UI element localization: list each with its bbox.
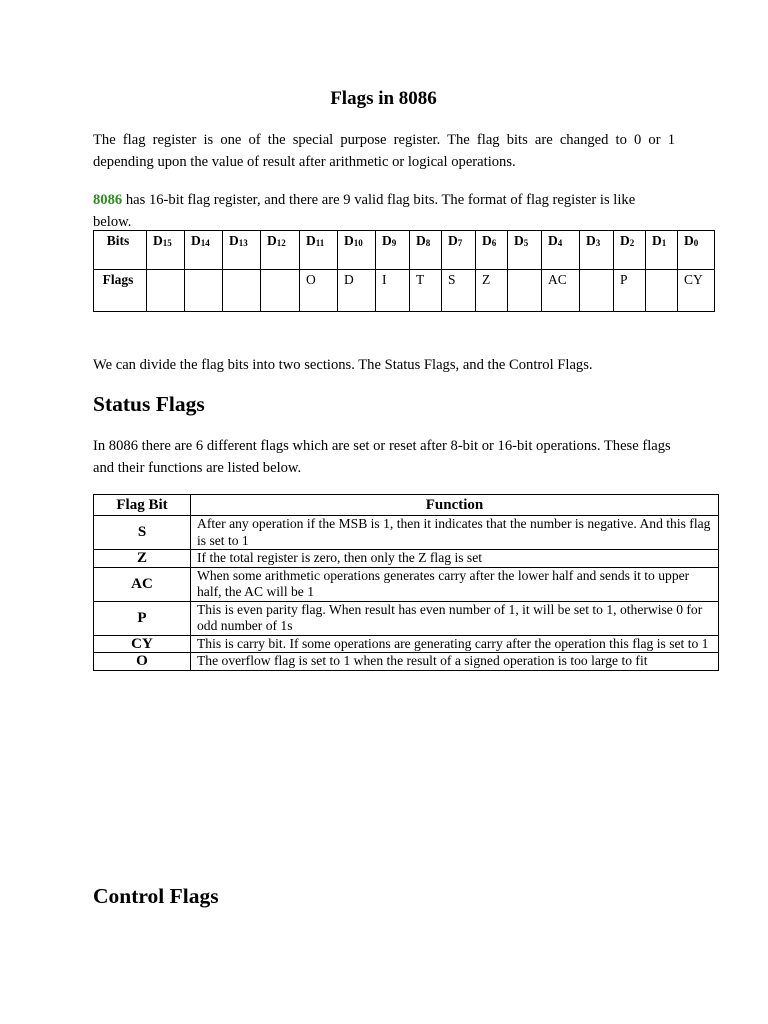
flag-cell <box>580 270 614 312</box>
flag-cell <box>261 270 300 312</box>
flag-cell: P <box>614 270 646 312</box>
flag-cell <box>646 270 678 312</box>
row-label-flags: Flags <box>94 270 147 312</box>
table-row <box>94 516 719 550</box>
bit-cell: $D_{11}$ <box>300 231 338 270</box>
bit-cell: $D_1$ <box>646 231 678 270</box>
header-function: Function <box>191 495 719 516</box>
row-label-bits: Bits <box>94 231 147 270</box>
function-cell: If the total register is zero, then only the Z flag is set <box>191 550 719 568</box>
highlight-8086: 8086 <box>93 192 123 208</box>
flag-bit-cell: AC <box>94 567 191 601</box>
header-flag-bit: Flag Bit <box>94 495 191 516</box>
function-cell: This is carry bit. If some operations are generating carry after the operation this flag is set to 1 <box>191 635 719 653</box>
bit-cell: $D_{14}$ <box>185 231 223 270</box>
control-flags-heading: Control Flags <box>93 884 219 908</box>
flag-bit-cell: CY <box>94 635 191 653</box>
flag-cell: CY <box>678 270 715 312</box>
flag-cell <box>147 270 185 312</box>
table-row <box>94 550 719 568</box>
bit-cell: $D_4$ <box>542 231 580 270</box>
bit-cell: $D_2$ <box>614 231 646 270</box>
flag-cell: Z <box>476 270 508 312</box>
flag-cell: D <box>338 270 376 312</box>
register-flags-row <box>94 270 715 312</box>
page-title: Flags in 8086 <box>330 88 437 109</box>
table-row <box>94 653 719 671</box>
bit-cell: $D_8$ <box>410 231 442 270</box>
table-row <box>94 567 719 601</box>
format-paragraph <box>93 190 675 233</box>
status-flags-heading: Status Flags <box>93 392 205 416</box>
flag-cell <box>508 270 542 312</box>
flag-bit-cell: P <box>94 601 191 635</box>
function-cell: The overflow flag is set to 1 when the result of a signed operation is too large to fit <box>191 653 719 671</box>
flag-cell <box>223 270 261 312</box>
flag-cell: I <box>376 270 410 312</box>
bit-cell: $D_{13}$ <box>223 231 261 270</box>
function-cell: When some arithmetic operations generates carry after the lower half and sends it to upper half, the AC will be 1 <box>191 567 719 601</box>
bit-cell: $D_3$ <box>580 231 614 270</box>
flag-bit-cell: Z <box>94 550 191 568</box>
function-cell: After any operation if the MSB is 1, then it indicates that the number is negative. And this flag is set to 1 <box>191 516 719 550</box>
bit-cell: $D_7$ <box>442 231 476 270</box>
register-bits-row <box>94 231 715 270</box>
bit-cell: $D_9$ <box>376 231 410 270</box>
flag-cell: O <box>300 270 338 312</box>
flag-bit-cell: O <box>94 653 191 671</box>
divide-paragraph: We can divide the flag bits into two sections. The Status Flags, and the Control Flags. <box>93 357 593 373</box>
format-text: has 16-bit flag register, and there are 9 valid flag bits. The format of flag register is like below. <box>93 192 636 230</box>
table-row <box>94 635 719 653</box>
flag-cell <box>185 270 223 312</box>
flag-register-table <box>93 230 715 312</box>
status-table-header <box>94 495 719 516</box>
bit-cell: $D_{12}$ <box>261 231 300 270</box>
intro-paragraph: The flag register is one of the special purpose register. The flag bits are changed to 0 or 1 depending upon the value of result after arithmetic or logical operations. <box>93 132 675 170</box>
bit-cell: $D_{15}$ <box>147 231 185 270</box>
flag-cell: AC <box>542 270 580 312</box>
function-cell: This is even parity flag. When result has even number of 1, it will be set to 1, otherwise 0 for odd number of 1s <box>191 601 719 635</box>
bit-cell: $D_6$ <box>476 231 508 270</box>
flag-bit-cell: S <box>94 516 191 550</box>
bit-cell: $D_{10}$ <box>338 231 376 270</box>
table-row <box>94 601 719 635</box>
bit-cell: $D_5$ <box>508 231 542 270</box>
flag-cell: T <box>410 270 442 312</box>
status-intro-paragraph: In 8086 there are 6 different flags which are set or reset after 8-bit or 16-bit operations. These flags and their functions are listed below. <box>93 438 671 476</box>
status-flags-table <box>93 494 719 671</box>
flag-cell: S <box>442 270 476 312</box>
bit-cell: $D_0$ <box>678 231 715 270</box>
